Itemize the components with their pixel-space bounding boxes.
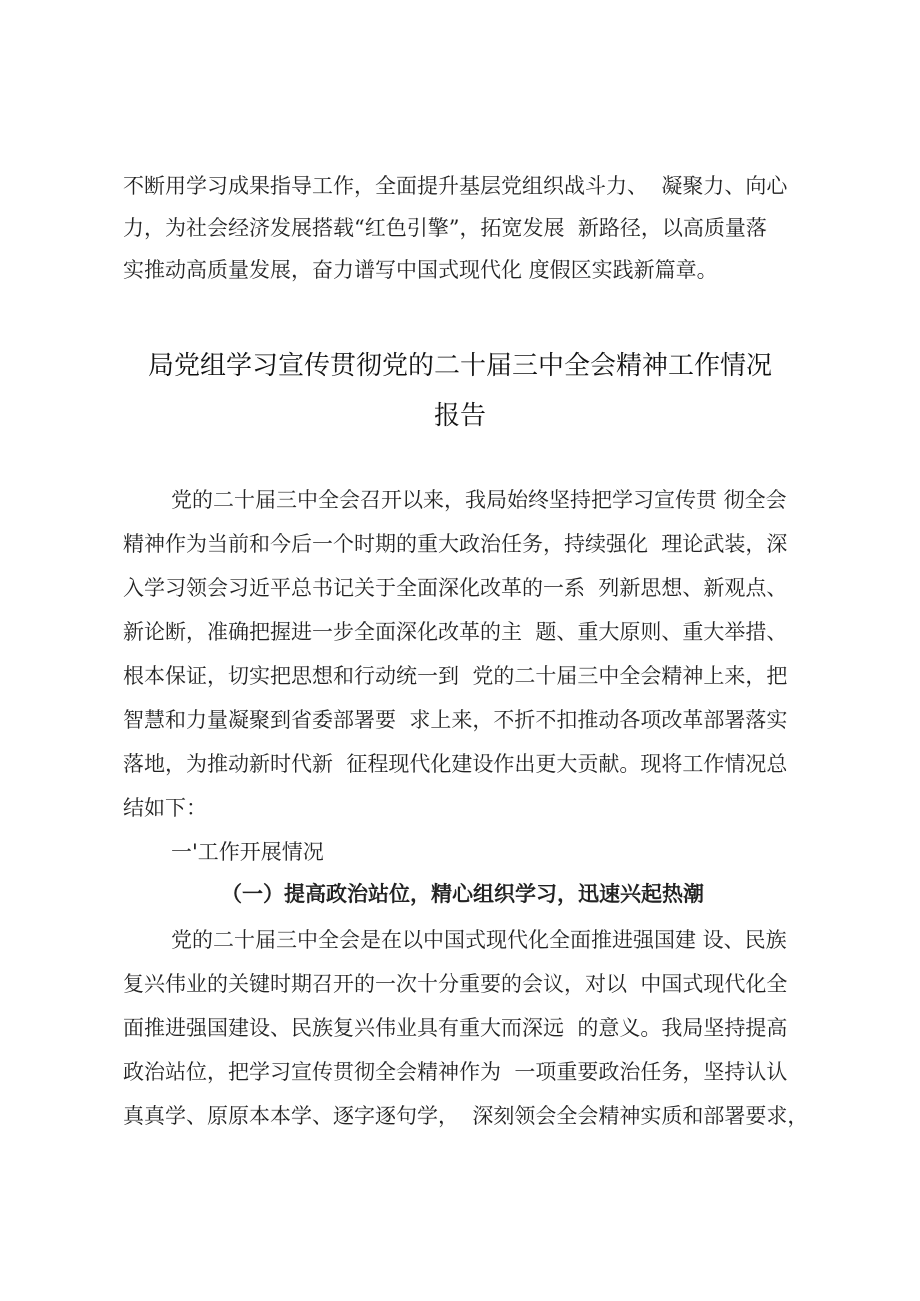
report-title-line-1: 局党组学习宣传贯彻党的二十届三中全会精神工作情况 — [147, 351, 772, 381]
intro-line-2: 力，为社会经济发展搭载“红色引擎”，拓宽发展 新路径，以高质量落 — [123, 216, 767, 240]
section-heading: 一'工作开展情况 — [171, 840, 324, 864]
intro-line-1: 不断用学习成果指导工作，全面提升基层党组织战斗力、 凝聚力、向心 — [123, 174, 788, 198]
body1-line-8: 结如下： — [123, 796, 207, 820]
body2-line-4: 政治站位，把学习宣传贯彻全会精神作为 一项重要政治任务，坚持认认 — [123, 1060, 788, 1084]
body1-line-1: 党的二十届三中全会召开以来，我局始终坚持把学习宣传贯 彻全会 — [171, 488, 787, 512]
body1-line-4: 新论断，准确把握进一步全面深化改革的主 题、重大原则、重大举措、 — [123, 620, 788, 644]
body1-line-5: 根本保证，切实把思想和行动统一到 党的二十届三中全会精神上来，把 — [123, 664, 788, 688]
body2-line-1: 党的二十届三中全会是在以中国式现代化全面推进强国建 设、民族 — [171, 928, 787, 952]
body1-line-2: 精神作为当前和今后一个时期的重大政治任务，持续强化 理论武装，深 — [123, 532, 788, 556]
body1-line-3: 入学习领会习近平总书记关于全面深化改革的一系 列新思想、新观点、 — [123, 576, 788, 600]
body2-line-2: 复兴伟业的关键时期召开的一次十分重要的会议，对以 中国式现代化全 — [123, 972, 788, 996]
body1-line-7: 落地，为推动新时代新 征程现代化建设作出更大贡献。现将工作情况总 — [123, 752, 788, 776]
intro-line-3: 实推动高质量发展，奋力谱写中国式现代化 度假区实践新篇章。 — [123, 258, 718, 282]
subsection-heading: （一）提高政治站位，精心组织学习，迅速兴起热潮 — [221, 882, 704, 906]
body2-line-3: 面推进强国建设、民族复兴伟业具有重大而深远 的意义。我局坚持提高 — [123, 1016, 788, 1040]
body1-line-6: 智慧和力量凝聚到省委部署要 求上来，不折不扣推动各项改革部署落实 — [123, 708, 788, 732]
report-title-line-2: 报告 — [433, 401, 486, 431]
body2-line-5: 真真学、原原本本学、逐字逐句学， 深刻领会全会精神实质和部署要求， — [123, 1104, 809, 1128]
